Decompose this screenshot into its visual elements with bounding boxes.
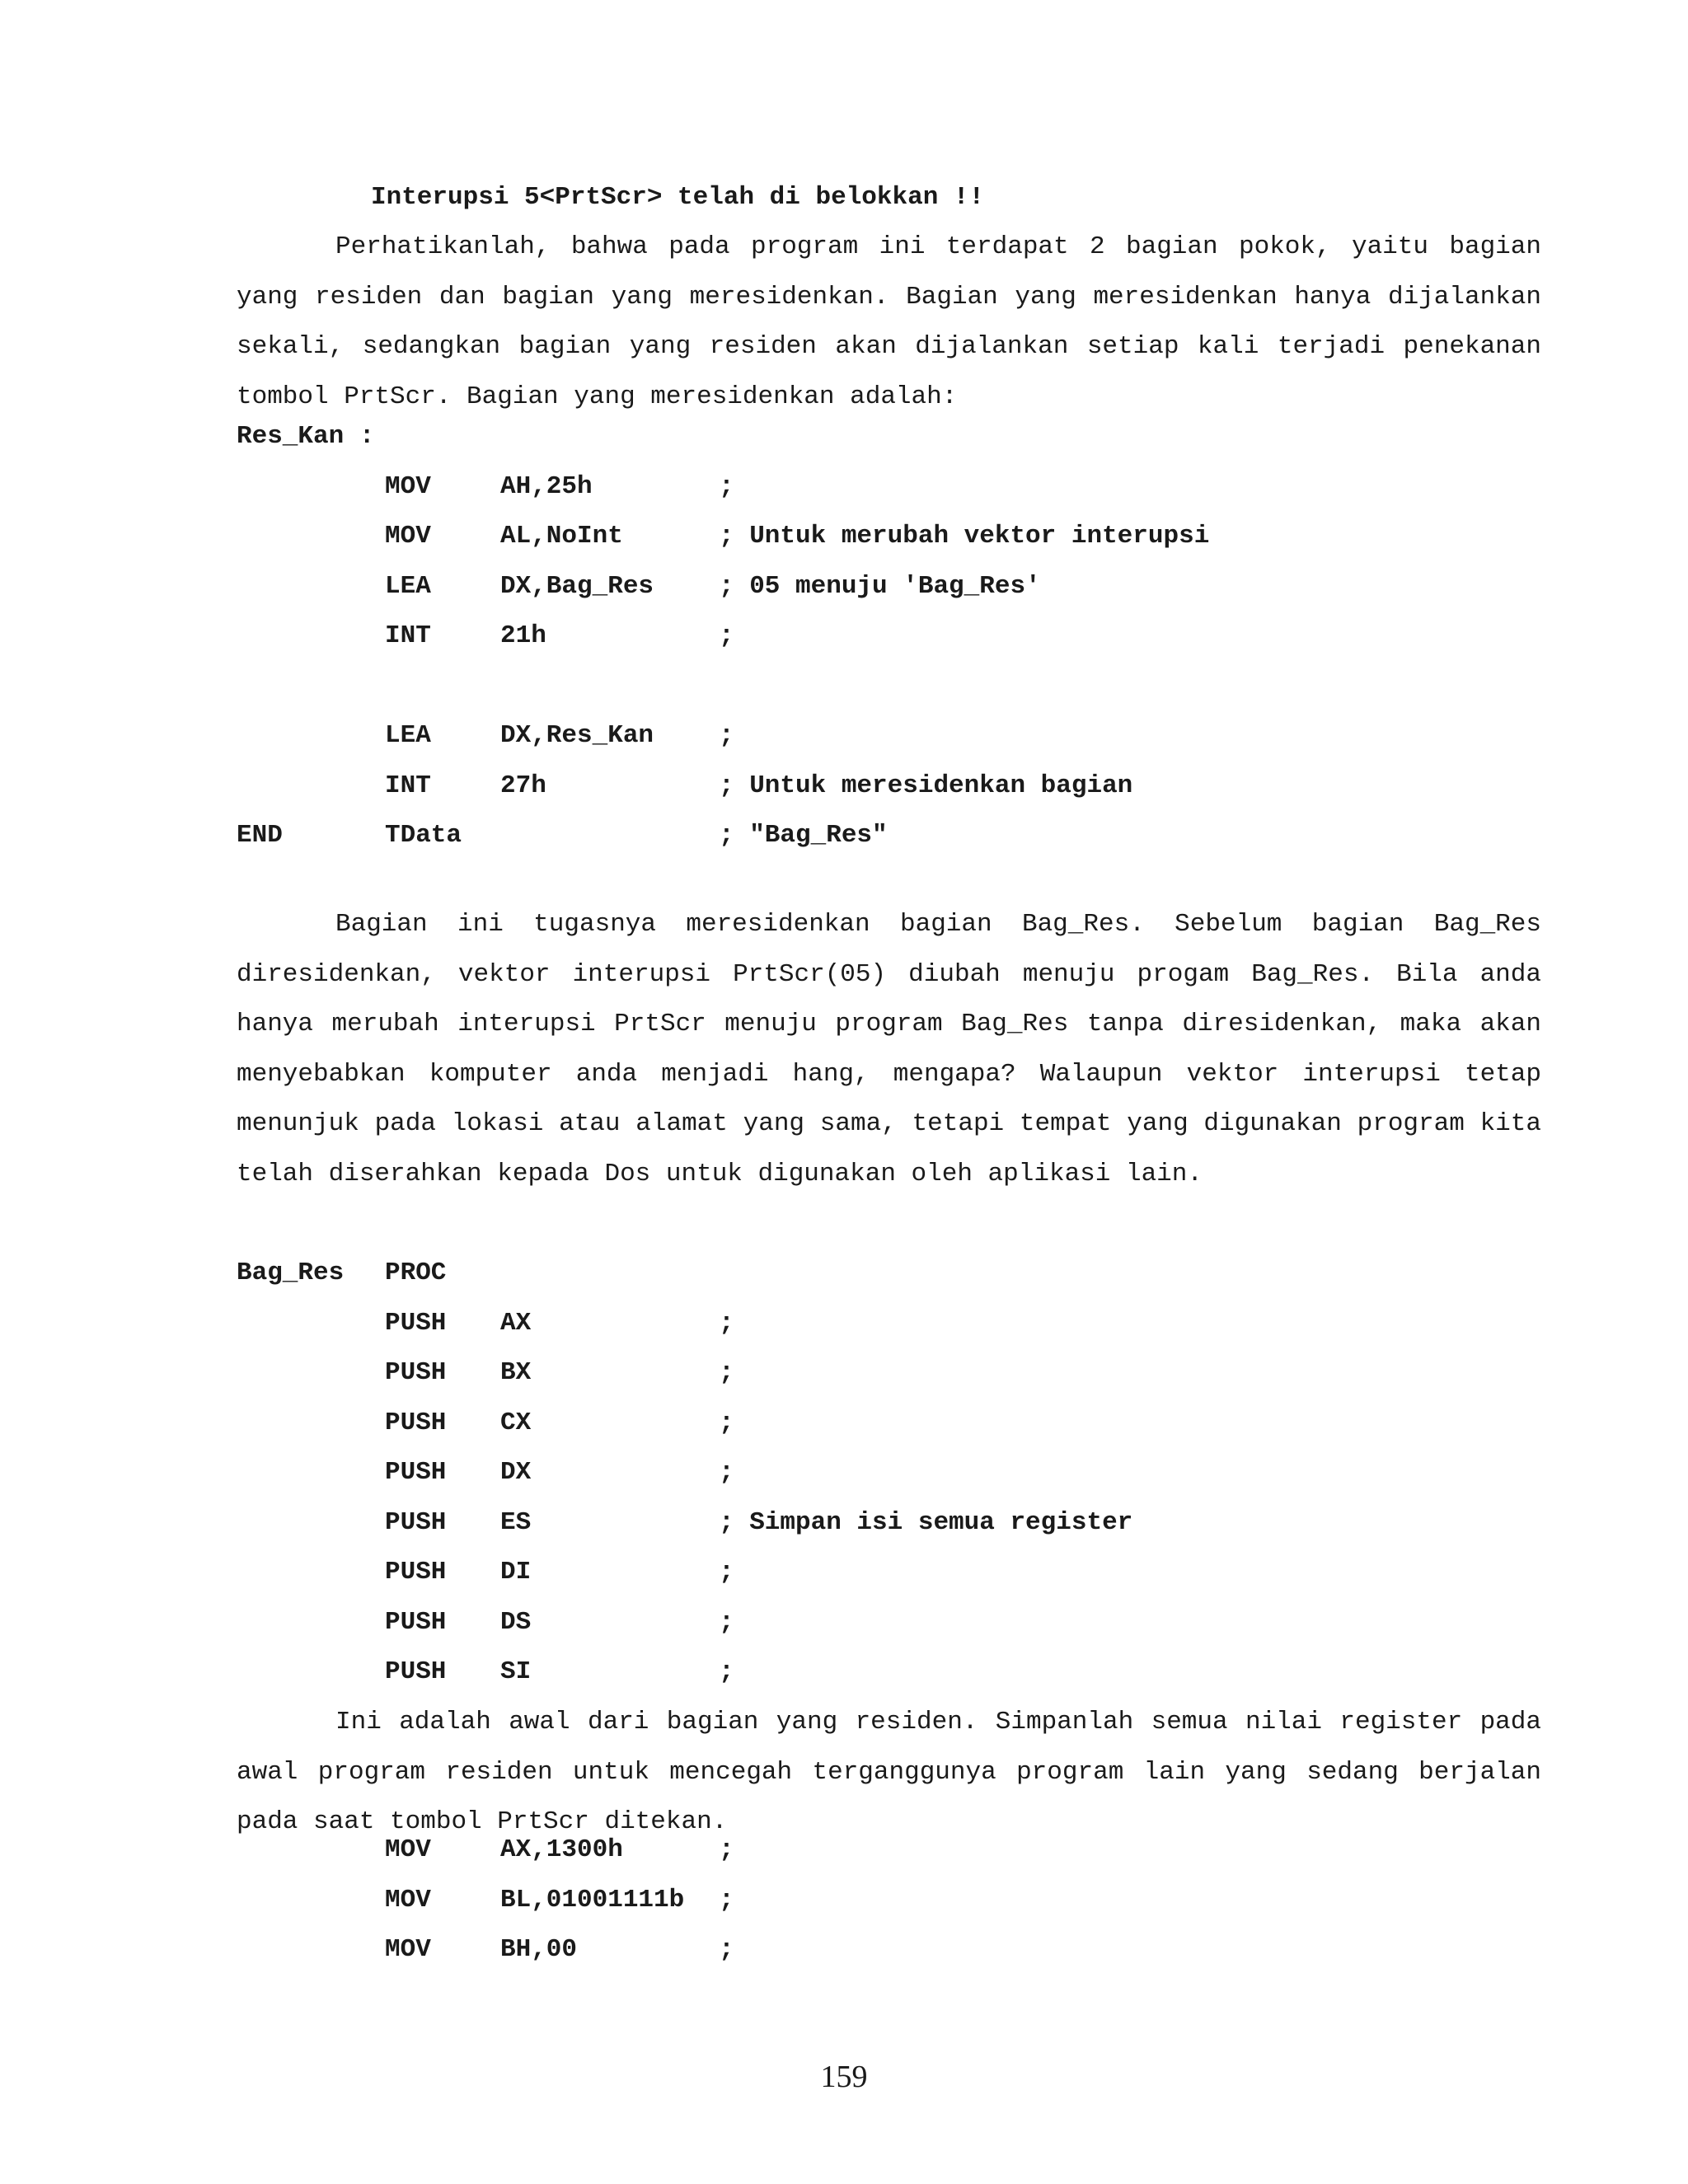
code-opcode: PUSH: [385, 1558, 447, 1586]
code-label: Res_Kan :: [237, 422, 375, 451]
code-label: Bag_Res: [237, 1258, 345, 1287]
code-opcode: PUSH: [385, 1358, 447, 1387]
code-comment: ; Untuk meresidenkan bagian: [719, 771, 1133, 800]
code-opcode: PUSH: [385, 1408, 447, 1437]
code-operand: DS: [500, 1607, 532, 1637]
code-comment: ; Simpan isi semua register: [719, 1507, 1133, 1537]
code-opcode: PROC: [385, 1258, 447, 1287]
code-comment: ;: [719, 721, 734, 750]
code-opcode: PUSH: [385, 1607, 447, 1637]
code-opcode: INT: [385, 621, 431, 650]
code-comment: ;: [719, 1935, 734, 1964]
code-comment: ;: [719, 1358, 734, 1387]
code-operand: BL,01001111b: [500, 1885, 685, 1915]
code-operand: BH,00: [500, 1935, 578, 1964]
code-opcode: LEA: [385, 721, 431, 750]
code-comment: ;: [719, 471, 734, 501]
code-operand: CX: [500, 1408, 532, 1437]
code-comment: ; 05 menuju 'Bag_Res': [719, 571, 1041, 601]
paragraph-explanation: [237, 900, 1541, 1199]
paragraph-intro: [237, 223, 1541, 422]
paragraph-resident: [237, 1698, 1541, 1848]
code-opcode: INT: [385, 771, 431, 800]
code-comment: ;: [719, 1835, 734, 1864]
code-opcode: MOV: [385, 522, 431, 551]
code-opcode: TData: [385, 821, 462, 850]
code-label: END: [237, 821, 283, 850]
code-operand: AX: [500, 1308, 532, 1338]
code-opcode: PUSH: [385, 1657, 447, 1686]
code-operand: ES: [500, 1507, 532, 1537]
paragraph-text: Ini adalah awal dari bagian yang residen. Simpanlah semua nilai register pada awal program residen untuk mencegah terganggunya program lain yang sedang berjalan pada saat tombol PrtScr ditekan.: [237, 1708, 1541, 1836]
code-comment: ;: [719, 1308, 734, 1338]
section-heading: Interupsi 5<PrtScr> telah di belokkan !!: [371, 183, 985, 212]
code-opcode: MOV: [385, 1885, 431, 1915]
code-operand: DX,Res_Kan: [500, 721, 654, 750]
code-opcode: MOV: [385, 1935, 431, 1964]
code-operand: 27h: [500, 771, 546, 800]
paragraph-text: Bagian ini tugasnya meresidenkan bagian Bag_Res. Sebelum bagian Bag_Res diresidenkan, vektor interupsi PrtScr(05) diubah menuju progam Bag_Res. Bila anda hanya merubah interupsi PrtScr menuju program Bag_Res tanpa diresidenkan, maka akan menyebabkan komputer anda menjadi hang, mengapa? Walaupun vektor interupsi tetap menunjuk pada lokasi atau alamat yang sama, tetapi tempat yang digunakan program kita telah diserahkan kepada Dos untuk digunakan oleh aplikasi lain.: [237, 910, 1541, 1188]
code-comment: ; "Bag_Res": [719, 821, 888, 850]
code-operand: DI: [500, 1558, 532, 1586]
code-comment: ;: [719, 1458, 734, 1487]
code-opcode: PUSH: [385, 1507, 447, 1537]
code-comment: ;: [719, 1408, 734, 1437]
code-operand: BX: [500, 1358, 532, 1387]
code-opcode: LEA: [385, 571, 431, 601]
code-comment: ;: [719, 621, 734, 650]
code-opcode: MOV: [385, 471, 431, 501]
page-number: 159: [820, 2060, 868, 2094]
code-operand: SI: [500, 1657, 532, 1686]
code-opcode: MOV: [385, 1835, 431, 1864]
code-comment: ;: [719, 1885, 734, 1915]
code-operand: AL,NoInt: [500, 522, 623, 551]
code-operand: AX,1300h: [500, 1835, 623, 1864]
code-comment: ;: [719, 1657, 734, 1686]
code-operand: 21h: [500, 621, 546, 650]
code-opcode: PUSH: [385, 1458, 447, 1487]
code-operand: DX,Bag_Res: [500, 571, 654, 601]
code-comment: ; Untuk merubah vektor interupsi: [719, 522, 1210, 551]
code-opcode: PUSH: [385, 1308, 447, 1338]
code-comment: ;: [719, 1558, 734, 1586]
code-comment: ;: [719, 1607, 734, 1637]
code-operand: AH,25h: [500, 471, 593, 501]
code-operand: DX: [500, 1458, 532, 1487]
paragraph-text: Perhatikanlah, bahwa pada program ini terdapat 2 bagian pokok, yaitu bagian yang residen dan bagian yang meresidenkan. Bagian yang meresidenkan hanya dijalankan sekali, sedangkan bagian yang residen akan dijalankan setiap kali terjadi penekanan tombol PrtScr. Bagian yang meresidenkan adalah:: [237, 232, 1541, 411]
